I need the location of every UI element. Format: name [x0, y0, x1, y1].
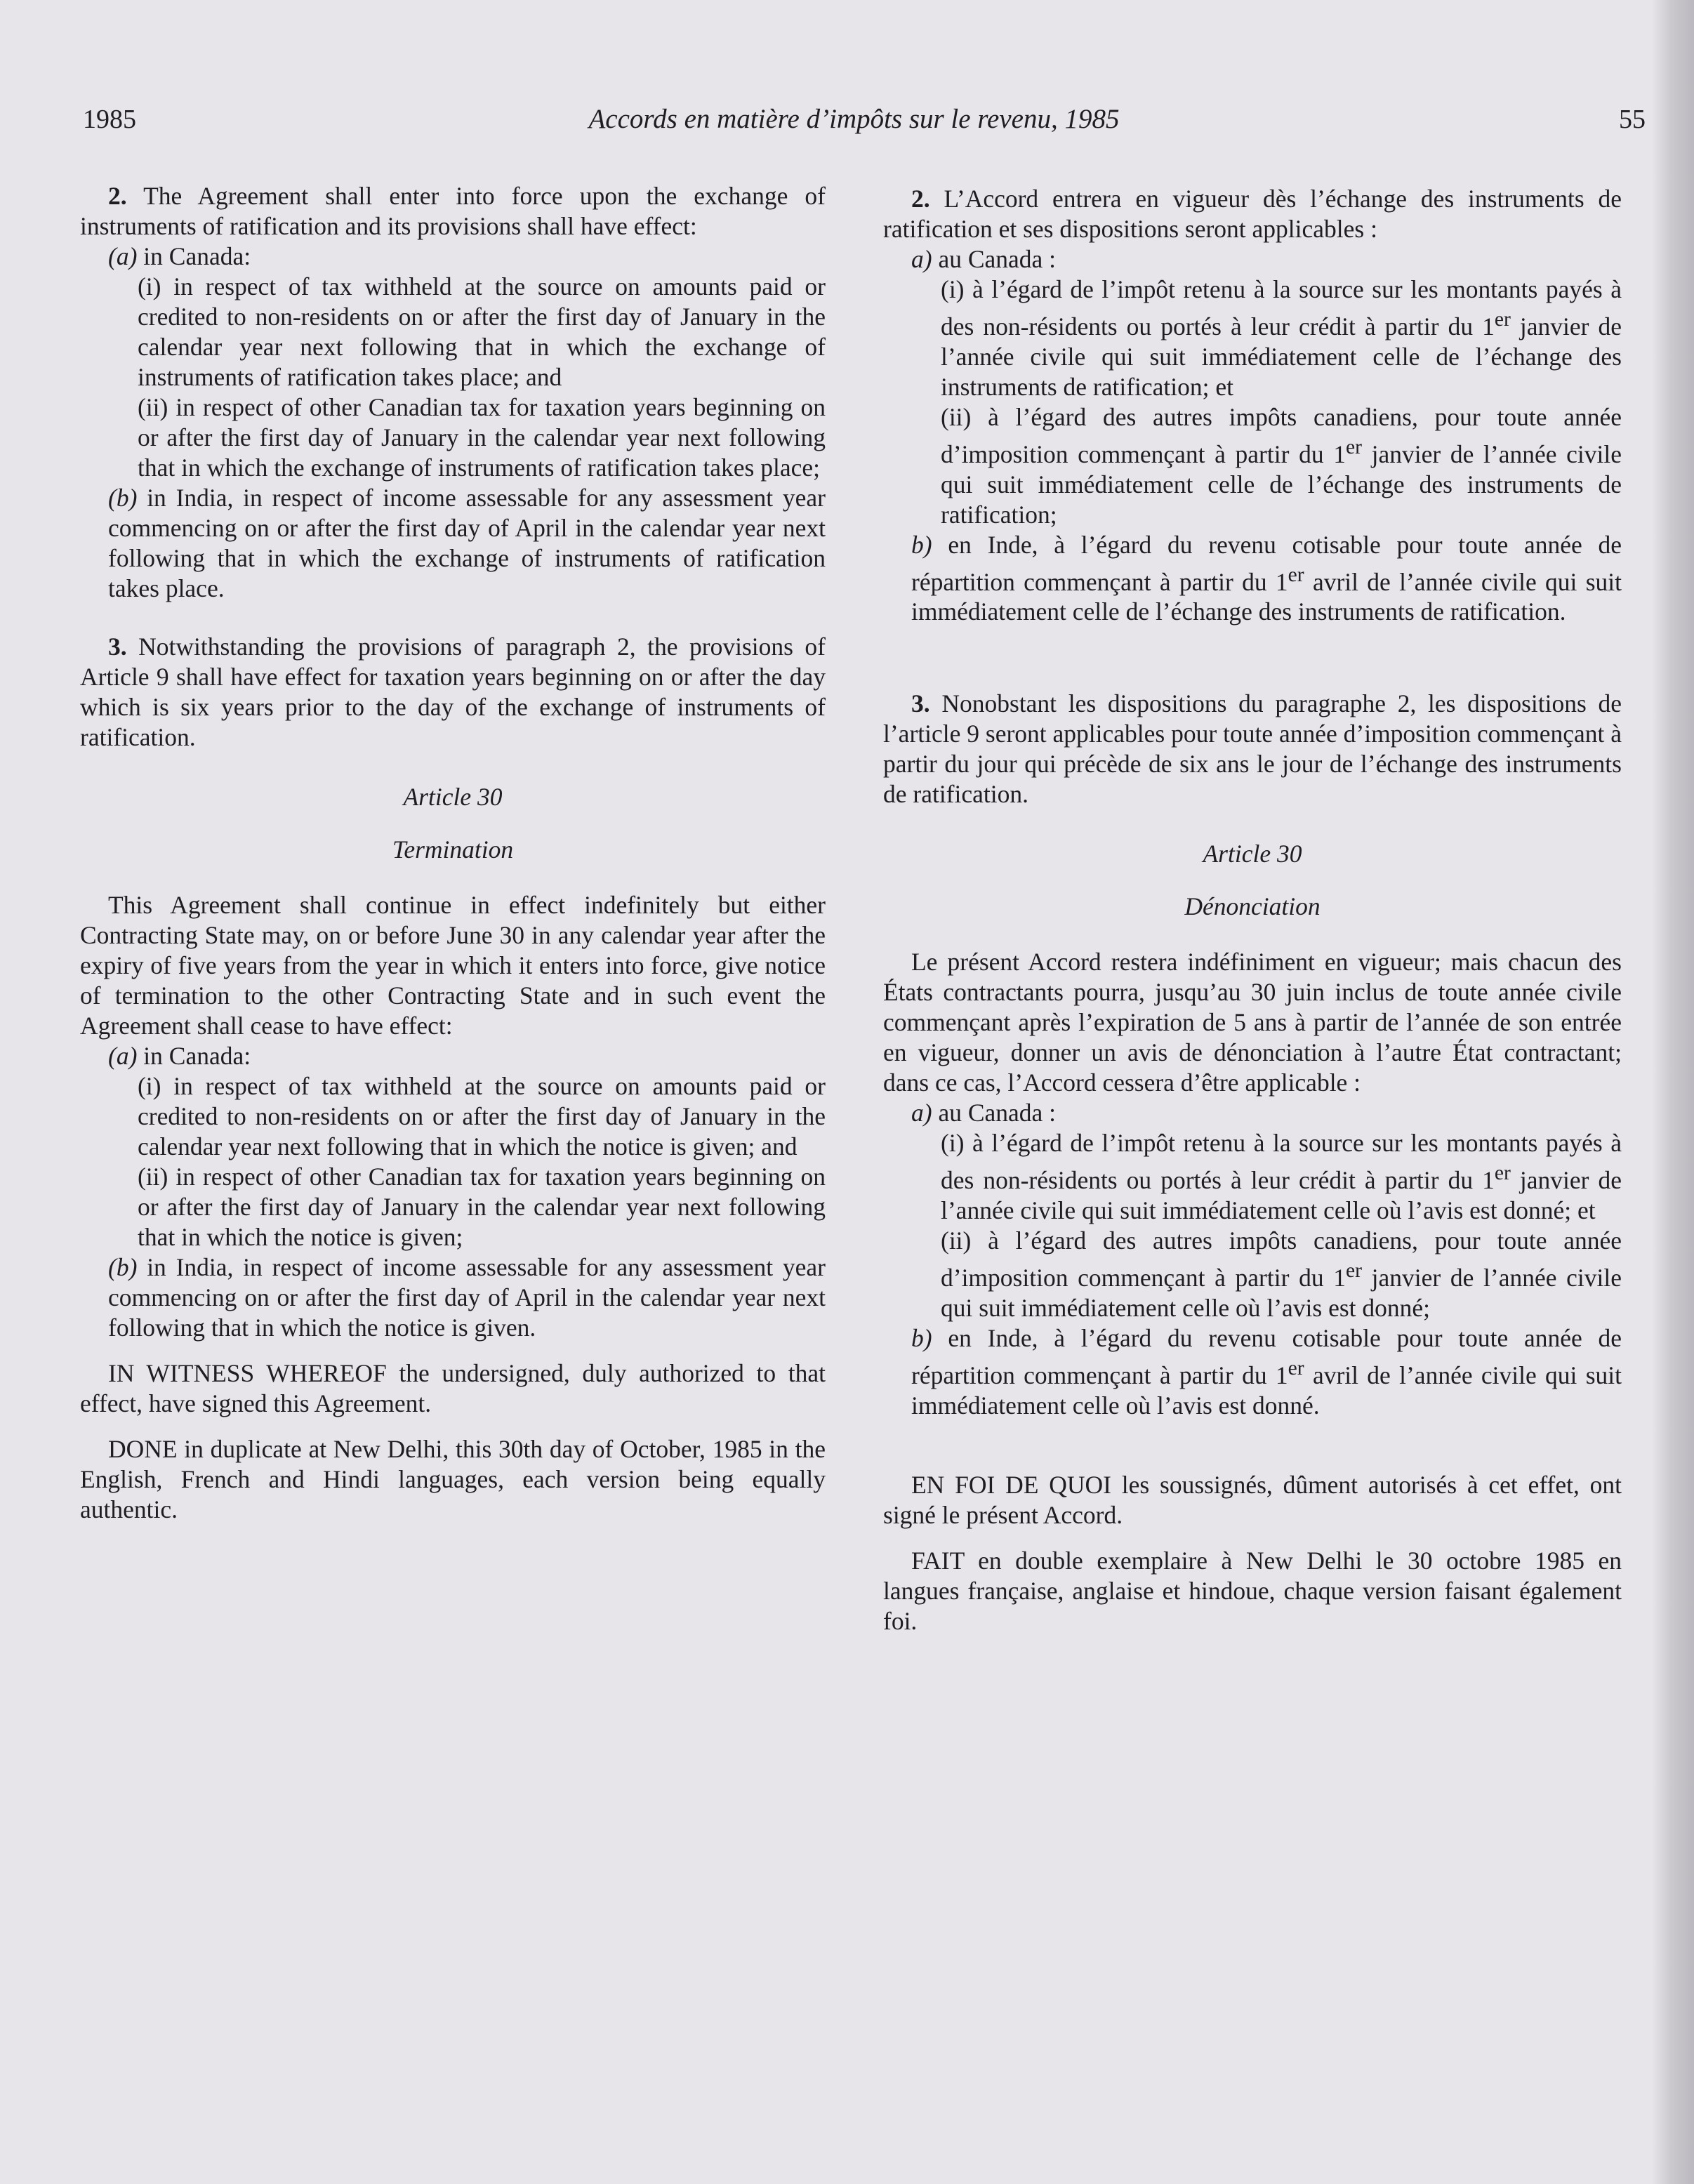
clause-en-foi: EN FOI DE QUOI les soussignés, dûment autorisés à cet effet, ont signé le présent Accord. — [883, 1470, 1622, 1529]
paragraph-2-b: (b) in India, in respect of income assessable for any assessment year commencing on or after the first day of April in the calendar year next following that in which the exchange of instruments of ratification takes place. — [108, 484, 826, 602]
denonciation-a-ii: (ii) à l’égard des autres impôts canadiens, pour toute année d’imposition commençant à partir du 1er janvier de l’année civile qui suit immédiatement celle où l’avis est donné; — [941, 1226, 1622, 1323]
termination-b: (b) in India, in respect of income assessable for any assessment year commencing on or after the first day of April in the calendar year next following that in which the notice is given. — [108, 1253, 826, 1342]
header-year: 1985 — [83, 105, 136, 134]
witness-clause: IN WITNESS WHEREOF the undersigned, duly authorized to that effect, have signed this Agreement. — [80, 1359, 826, 1417]
paragraphe-2-a-i: (i) à l’égard de l’impôt retenu à la source sur les montants payés à des non-résidents ou portés à leur crédit à partir du 1er janvier de l’année civile qui suit immédiatement celle de l’échange des instruments de ratification; et — [941, 275, 1622, 401]
termination-a-ii: (ii) in respect of other Canadian tax for taxation years beginning on or after the first day of January in the calendar year next following that in which the notice is given; — [138, 1163, 826, 1251]
paragraph-2-a-i: (i) in respect of tax withheld at the source on amounts paid or credited to non-residents on or after the first day of January in the calendar year next following that in which the exchange of instruments of ratification takes place; and — [138, 272, 826, 391]
paragraph-3: 3. Notwithstanding the provisions of paragraph 2, the provisions of Article 9 shall have effect for taxation years beginning on or after the day which is six years prior to the day of the exchange of instruments of ratification. — [80, 633, 826, 751]
denonciation-paragraph: Le présent Accord restera indéfiniment en vigueur; mais chacun des États contractants pourra, jusqu’au 30 juin inclus de toute année civile commençant après l’expiration de 5 ans à partir de l’année de son entrée en vigueur, donner un avis de dénonciation à l’autre État contractant; dans ce cas, l’Accord cessera d’être applicable : — [883, 948, 1622, 1097]
paragraphe-3: 3. Nonobstant les dispositions du paragraphe 2, les dispositions de l’article 9 seront applicables pour toute année d’imposition commençant à partir du jour qui précède de six ans le jour de l’échange des instruments de ratification. — [883, 689, 1622, 809]
article-heading: Article 30 — [403, 783, 503, 811]
french-column — [883, 184, 1622, 1636]
paragraphe-2: 2. L’Accord entrera en vigueur dès l’échange des instruments de ratification et ses dispositions seront applicables : — [883, 185, 1622, 243]
denonciation-b: b) en Inde, à l’égard du revenu cotisable pour toute année de répartition commençant à partir du 1er avril de l’année civile qui suit immédiatement celle où l’avis est donné. — [911, 1324, 1622, 1419]
termination-a: (a) in Canada: — [108, 1042, 251, 1070]
termination-a-i: (i) in respect of tax withheld at the source on amounts paid or credited to non-residents on or after the first day of January in the calendar year next following that in which the notice is given; and — [138, 1072, 826, 1160]
paragraph-2-a-ii: (ii) in respect of other Canadian tax for taxation years beginning on or after the first day of January in the calendar year next following that in which the exchange of instruments of ratification takes place; — [138, 393, 826, 482]
page-edge-shadow — [1652, 0, 1694, 2184]
paragraphe-2-b: b) en Inde, à l’égard du revenu cotisable pour toute année de répartition commençant à partir du 1er avril de l’année civile qui suit immédiatement celle de l’échange des instruments de ratification. — [911, 530, 1622, 626]
paragraph-2: 2. The Agreement shall enter into force upon the exchange of instruments of ratification and its provisions shall have effect: — [80, 182, 826, 240]
termination-paragraph: This Agreement shall continue in effect indefinitely but either Contracting State may, on or before June 30 in any calendar year after the expiry of five years from the year in which it enters into force, give notice of termination to the other Contracting State and in such event the Agreement shall cease to have effect: — [80, 891, 826, 1040]
article-title: Termination — [392, 835, 514, 863]
done-clause: DONE in duplicate at New Delhi, this 30th day of October, 1985 in the English, French and Hindi languages, each version being equally authentic. — [80, 1435, 826, 1523]
article-heading-fr: Article 30 — [1203, 840, 1302, 868]
paragraphe-2-a: a) au Canada : — [911, 245, 1057, 273]
denonciation-a: a) au Canada : — [911, 1099, 1057, 1127]
clause-fait: FAIT en double exemplaire à New Delhi le 30 octobre 1985 en langues française, anglaise et hindoue, chaque version faisant également foi. — [883, 1546, 1622, 1635]
english-column — [80, 181, 826, 1525]
header-title: Accords en matière d’impôts sur le revenu, 1985 — [588, 104, 1120, 134]
paragraphe-2-a-ii: (ii) à l’égard des autres impôts canadiens, pour toute année d’imposition commençant à partir du 1er janvier de l’année civile qui suit immédiatement celle de l’échange des instruments de ratification; — [941, 402, 1622, 529]
paragraph-2-a: (a) in Canada: — [108, 242, 251, 270]
denonciation-a-i: (i) à l’égard de l’impôt retenu à la source sur les montants payés à des non-résidents ou portés à leur crédit à partir du 1er janvier de l’année civile qui suit immédiatement celle où l’avis est donné; et — [941, 1129, 1622, 1225]
page-number: 55 — [1619, 105, 1646, 134]
article-title-fr: Dénonciation — [1184, 892, 1321, 921]
